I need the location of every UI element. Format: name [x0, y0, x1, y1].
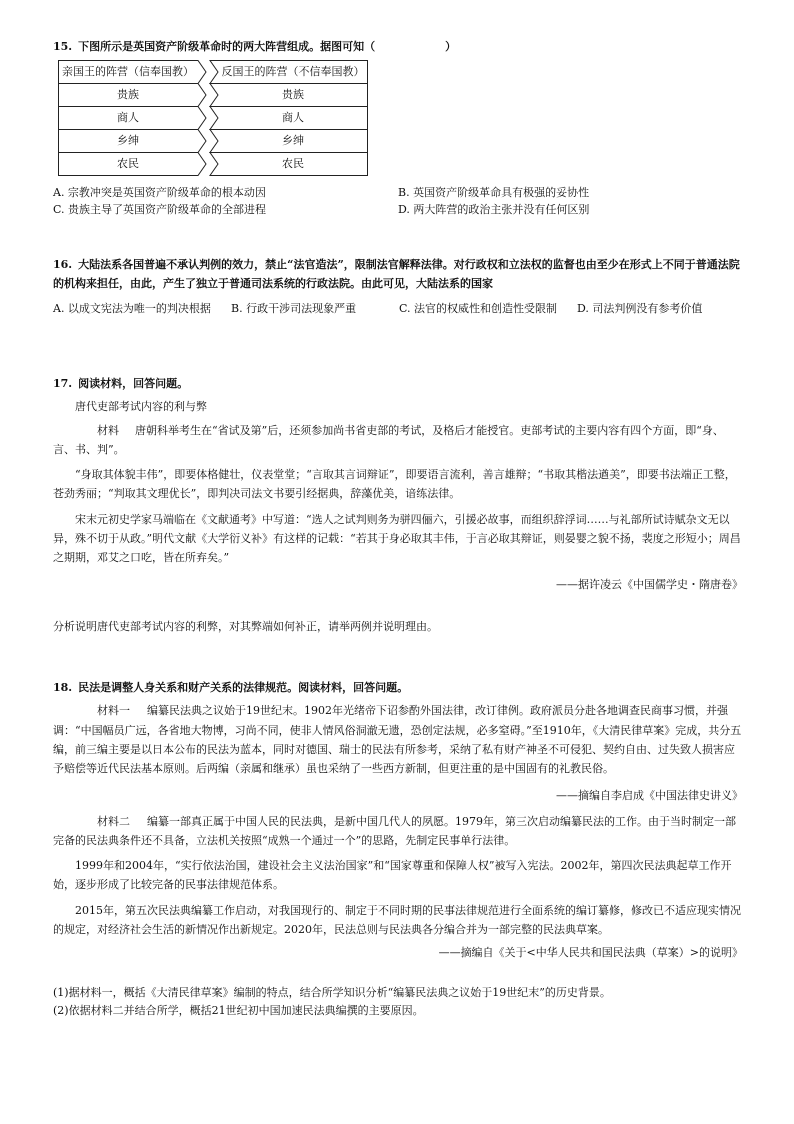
q15-options	[53, 184, 743, 218]
q15-option-a[interactable]: A. 宗教冲突是英国资产阶级革命的根本动因	[53, 186, 266, 199]
right-row-3: 乡绅	[282, 134, 304, 147]
left-row-1: 贵族	[117, 88, 139, 101]
q15-option-d[interactable]: D. 两大阵营的政治主张并没有任何区别	[398, 203, 590, 217]
q16-option-d[interactable]: D. 司法判例没有参考价值	[577, 302, 703, 315]
q18-subquestion-2: (2)依据材料二并结合所学，概括21世纪初中国加速民法典编撰的主要原因。	[53, 1003, 424, 1017]
q17-source: ——据许凌云《中国儒学史・隋唐卷》	[556, 578, 743, 592]
right-row-4: 农民	[282, 157, 304, 170]
left-row-3: 乡绅	[117, 134, 139, 147]
q16-option-a[interactable]: A. 以成文宪法为唯一的判决根据	[53, 302, 211, 315]
q15-option-c[interactable]: C. 贵族主导了英国资产阶级革命的全部进程	[53, 203, 267, 217]
question-15	[53, 38, 743, 55]
q18-material-2-p2: 1999年和2004年，“实行依法治国，建设社会主义法治国家”和“国家尊重和保障人权”被写入宪法。2002年，第四次民法典起草工作开始，逐步形成了比较完备的民事法律规范体系。	[53, 859, 732, 892]
q15-option-b[interactable]: B. 英国资产阶级革命具有极强的妥协性	[398, 186, 590, 199]
question-16	[53, 256, 743, 293]
q18-material-1-source: ——摘编自李启成《中国法律史讲义》	[556, 789, 743, 803]
q18-stem: 18. 民法是调整人身关系和财产关系的法律规范。阅读材料，回答问题。	[53, 681, 409, 694]
q16-option-b[interactable]: B. 行政干涉司法现象严重	[231, 302, 357, 315]
q18-material-1: 材料一 编纂民法典之议始于19世纪末。1902年光绪帝下诏参酌外国法律，改订律例。政府派员分赴各地调查民商事习惯，并强调：“中国幅员广远，各省地大物博，习尚不同，使非人情风俗洞澈无遗，恐创定法规，必多窒碍。”至1910年，《大清民律草案》完成，共分五编，前三编主要是以日本公布的民法为蓝本，同时对德国、瑞士的民法有所参考，采纳了私有财产神圣不可侵犯、契约自由、过失致人损害应予赔偿等近代民法基本原则。后两编（亲属和继承）虽也采纳了一些西方新制，但更注重的是中国固有的礼教民俗。	[53, 704, 742, 775]
q17-paragraph-3: 宋末元初史学家马端临在《文献通考》中写道：“选人之试判则务为骈四俪六，引援必故事，而组织辞浮词……与礼部所试诗赋杂文无以异，殊不切于从政。”明代文献《大学衍义补》有这样的记载：“若其于身必取其丰伟，于言必取其辩证，则晏婴之貌不扬，裴度之形短小；周昌之期期，邓艾之口吃，皆在所弃矣。”	[53, 512, 741, 564]
q16-option-c[interactable]: C. 法官的权威性和创造性受限制	[399, 302, 558, 315]
left-camp-header: 亲国王的阵营（信奉国教）	[62, 65, 194, 78]
left-row-4: 农民	[117, 157, 139, 170]
q18-subquestion-1: (1)据材料一，概括《大清民律草案》编制的特点，结合所学知识分析“编纂民法典之议始于19世纪末”的历史背景。	[53, 986, 611, 1000]
question-18	[53, 678, 743, 1019]
q18-material-2-p3: 2015年，第五次民法典编纂工作启动，对我国现行的、制定于不同时期的民事法律规范进行全面系统的编订纂修，修改已不适应现实情况的规定，对经济社会生活的新情况作出新规定。2020年，民法总则与民法典各分编合并为一部完整的民法典草案。	[53, 903, 741, 936]
q15-stem: 15. 下图所示是英国资产阶级革命时的两大阵营组成。据图可知（ ）	[53, 40, 457, 53]
q17-paragraph-1: 材料 唐朝科举考生在“省试及第”后，还须参加尚书省吏部的考试，及格后才能授官。吏部考试的主要内容有四个方面，即“身、言、书、判”。	[53, 423, 724, 456]
left-row-2: 商人	[117, 111, 139, 124]
camp-labels	[58, 60, 368, 176]
q17-question: 分析说明唐代吏部考试内容的利弊，对其弊端如何补正，请举两例并说明理由。	[53, 619, 438, 633]
right-row-1: 贵族	[282, 88, 304, 101]
q16-stem: 16. 大陆法系各国普遍不承认判例的效力，禁止“法官造法”，限制法官解释法律。对行政权和立法权的监督也由至少在形式上不同于普通法院的机构来担任，由此，产生了独立于普通司法系统的行政法院。由此可见，大陆法系的国家	[53, 258, 740, 290]
q17-heading: 唐代吏部考试内容的利与弊	[75, 400, 207, 414]
question-17	[53, 374, 743, 636]
right-camp-header: 反国王的阵营（不信奉国教）	[221, 65, 365, 78]
q17-paragraph-2: “身取其体貌丰伟”，即要体格健壮，仪表堂堂；“言取其言词辩证”，即要语言流利，善言雄辩；“书取其楷法遒美”，即要书法端正工整，苍劲秀丽；“判取其文理优长”，即判决司法文书要引经据典，辞藻优美，谙练法律。	[53, 468, 736, 501]
q16-options	[53, 300, 743, 317]
q17-stem: 17. 阅读材料，回答问题。	[53, 377, 189, 390]
q18-material-2-p1: 材料二 编纂一部真正属于中国人民的民法典，是新中国几代人的夙愿。1979年，第三次启动编纂民法的工作。由于当时制定一部完备的民法典条件还不具备，立法机关按照“成熟一个通过一个”的思路，先制定民事单行法律。	[53, 814, 736, 847]
q18-material-2-source: ——摘编自《关于<中华人民共和国民法典（草案）>的说明》	[438, 946, 743, 959]
right-row-2: 商人	[282, 111, 304, 124]
